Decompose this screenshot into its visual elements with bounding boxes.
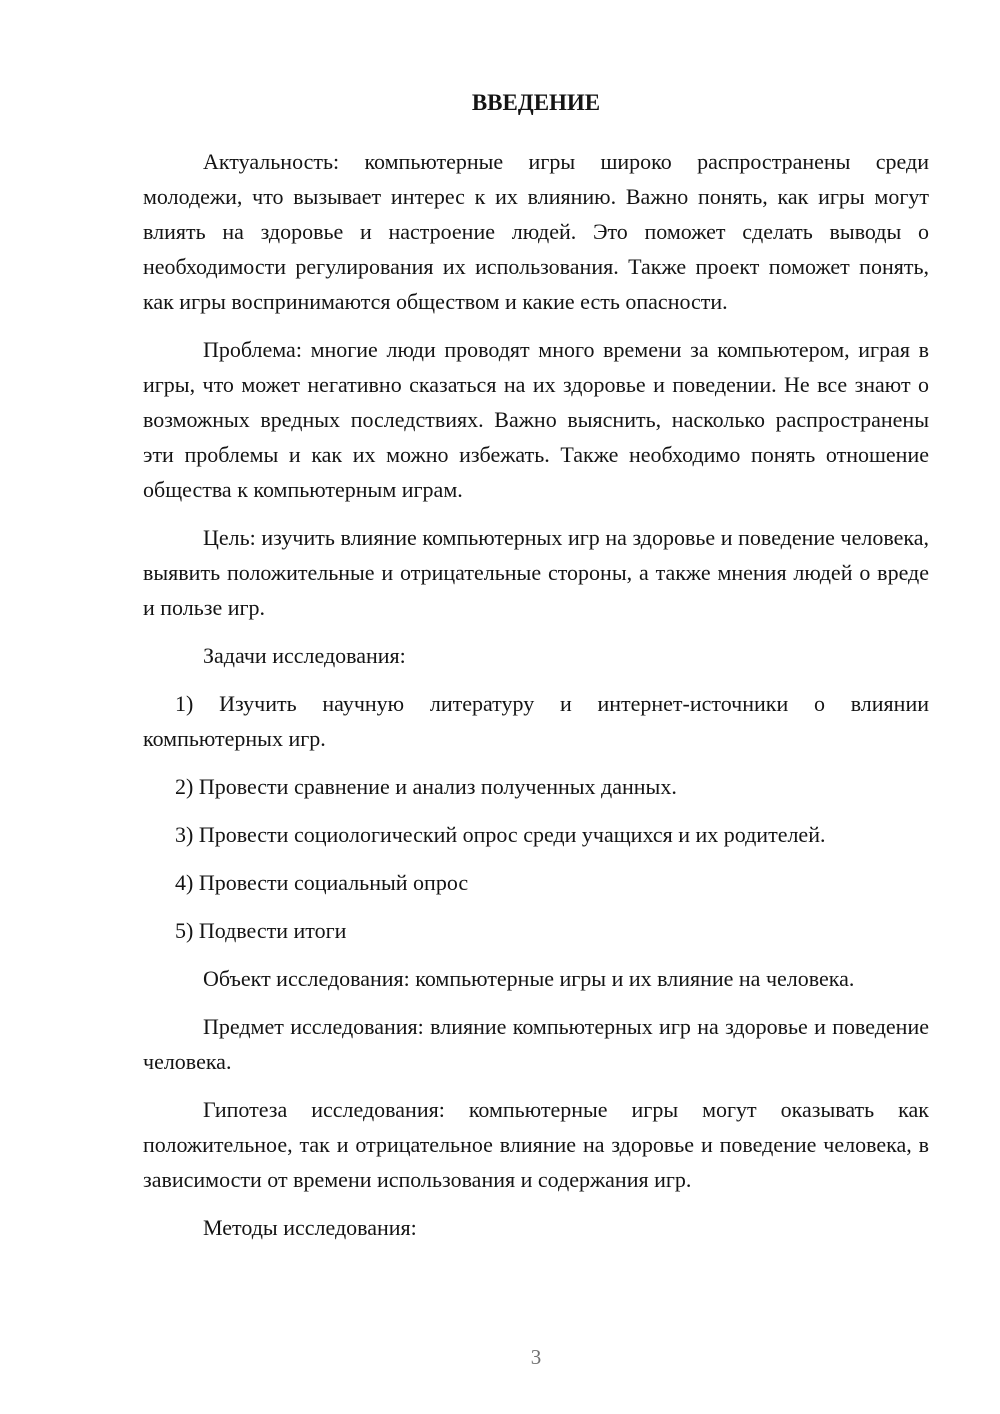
paragraph-relevance: Актуальность: компьютерные игры широко распространены среди молодежи, что вызывает интерес к их влиянию. Важно понять, как игры могут влиять на здоровье и настроение людей. Это поможет сделать выводы о необходимости регулирования их использования. Также проект поможет понять, как игры воспринимаются обществом и какие есть опасности. (143, 149, 929, 314)
page-number: 3 (530, 1345, 542, 1369)
tasks-heading: Задачи исследования: (203, 643, 406, 668)
task-item-5: 5) Подвести итоги (175, 918, 347, 943)
task-item-1: 1) Изучить научную литературу и интернет-источники о влиянии компьютерных игр. (143, 691, 929, 751)
methods-heading: Методы исследования: (203, 1215, 417, 1240)
paragraph-hypothesis: Гипотеза исследования: компьютерные игры могут оказывать как положительное, так и отрицательное влияние на здоровье и поведение человека, в зависимости от времени использования и содержания игр. (143, 1097, 929, 1192)
paragraph-problem: Проблема: многие люди проводят много времени за компьютером, играя в игры, что может негативно сказаться на их здоровье и поведении. Не все знают о возможных вредных последствиях. Важно выяснить, насколько распространены эти проблемы и как их можно избежать. Также необходимо понять отношение общества к компьютерным играм. (143, 337, 929, 502)
paragraph-subject: Предмет исследования: влияние компьютерных игр на здоровье и поведение человека. (143, 1014, 929, 1074)
paragraph-object: Объект исследования: компьютерные игры и их влияние на человека. (203, 966, 855, 991)
task-item-3: 3) Провести социологический опрос среди учащихся и их родителей. (175, 822, 826, 847)
section-title: ВВЕДЕНИЕ (471, 90, 601, 115)
paragraph-goal: Цель: изучить влияние компьютерных игр на здоровье и поведение человека, выявить положительные и отрицательные стороны, а также мнения людей о вреде и пользе игр. (143, 525, 929, 620)
task-item-4: 4) Провести социальный опрос (175, 870, 469, 895)
task-item-2: 2) Провести сравнение и анализ полученных данных. (175, 774, 677, 799)
